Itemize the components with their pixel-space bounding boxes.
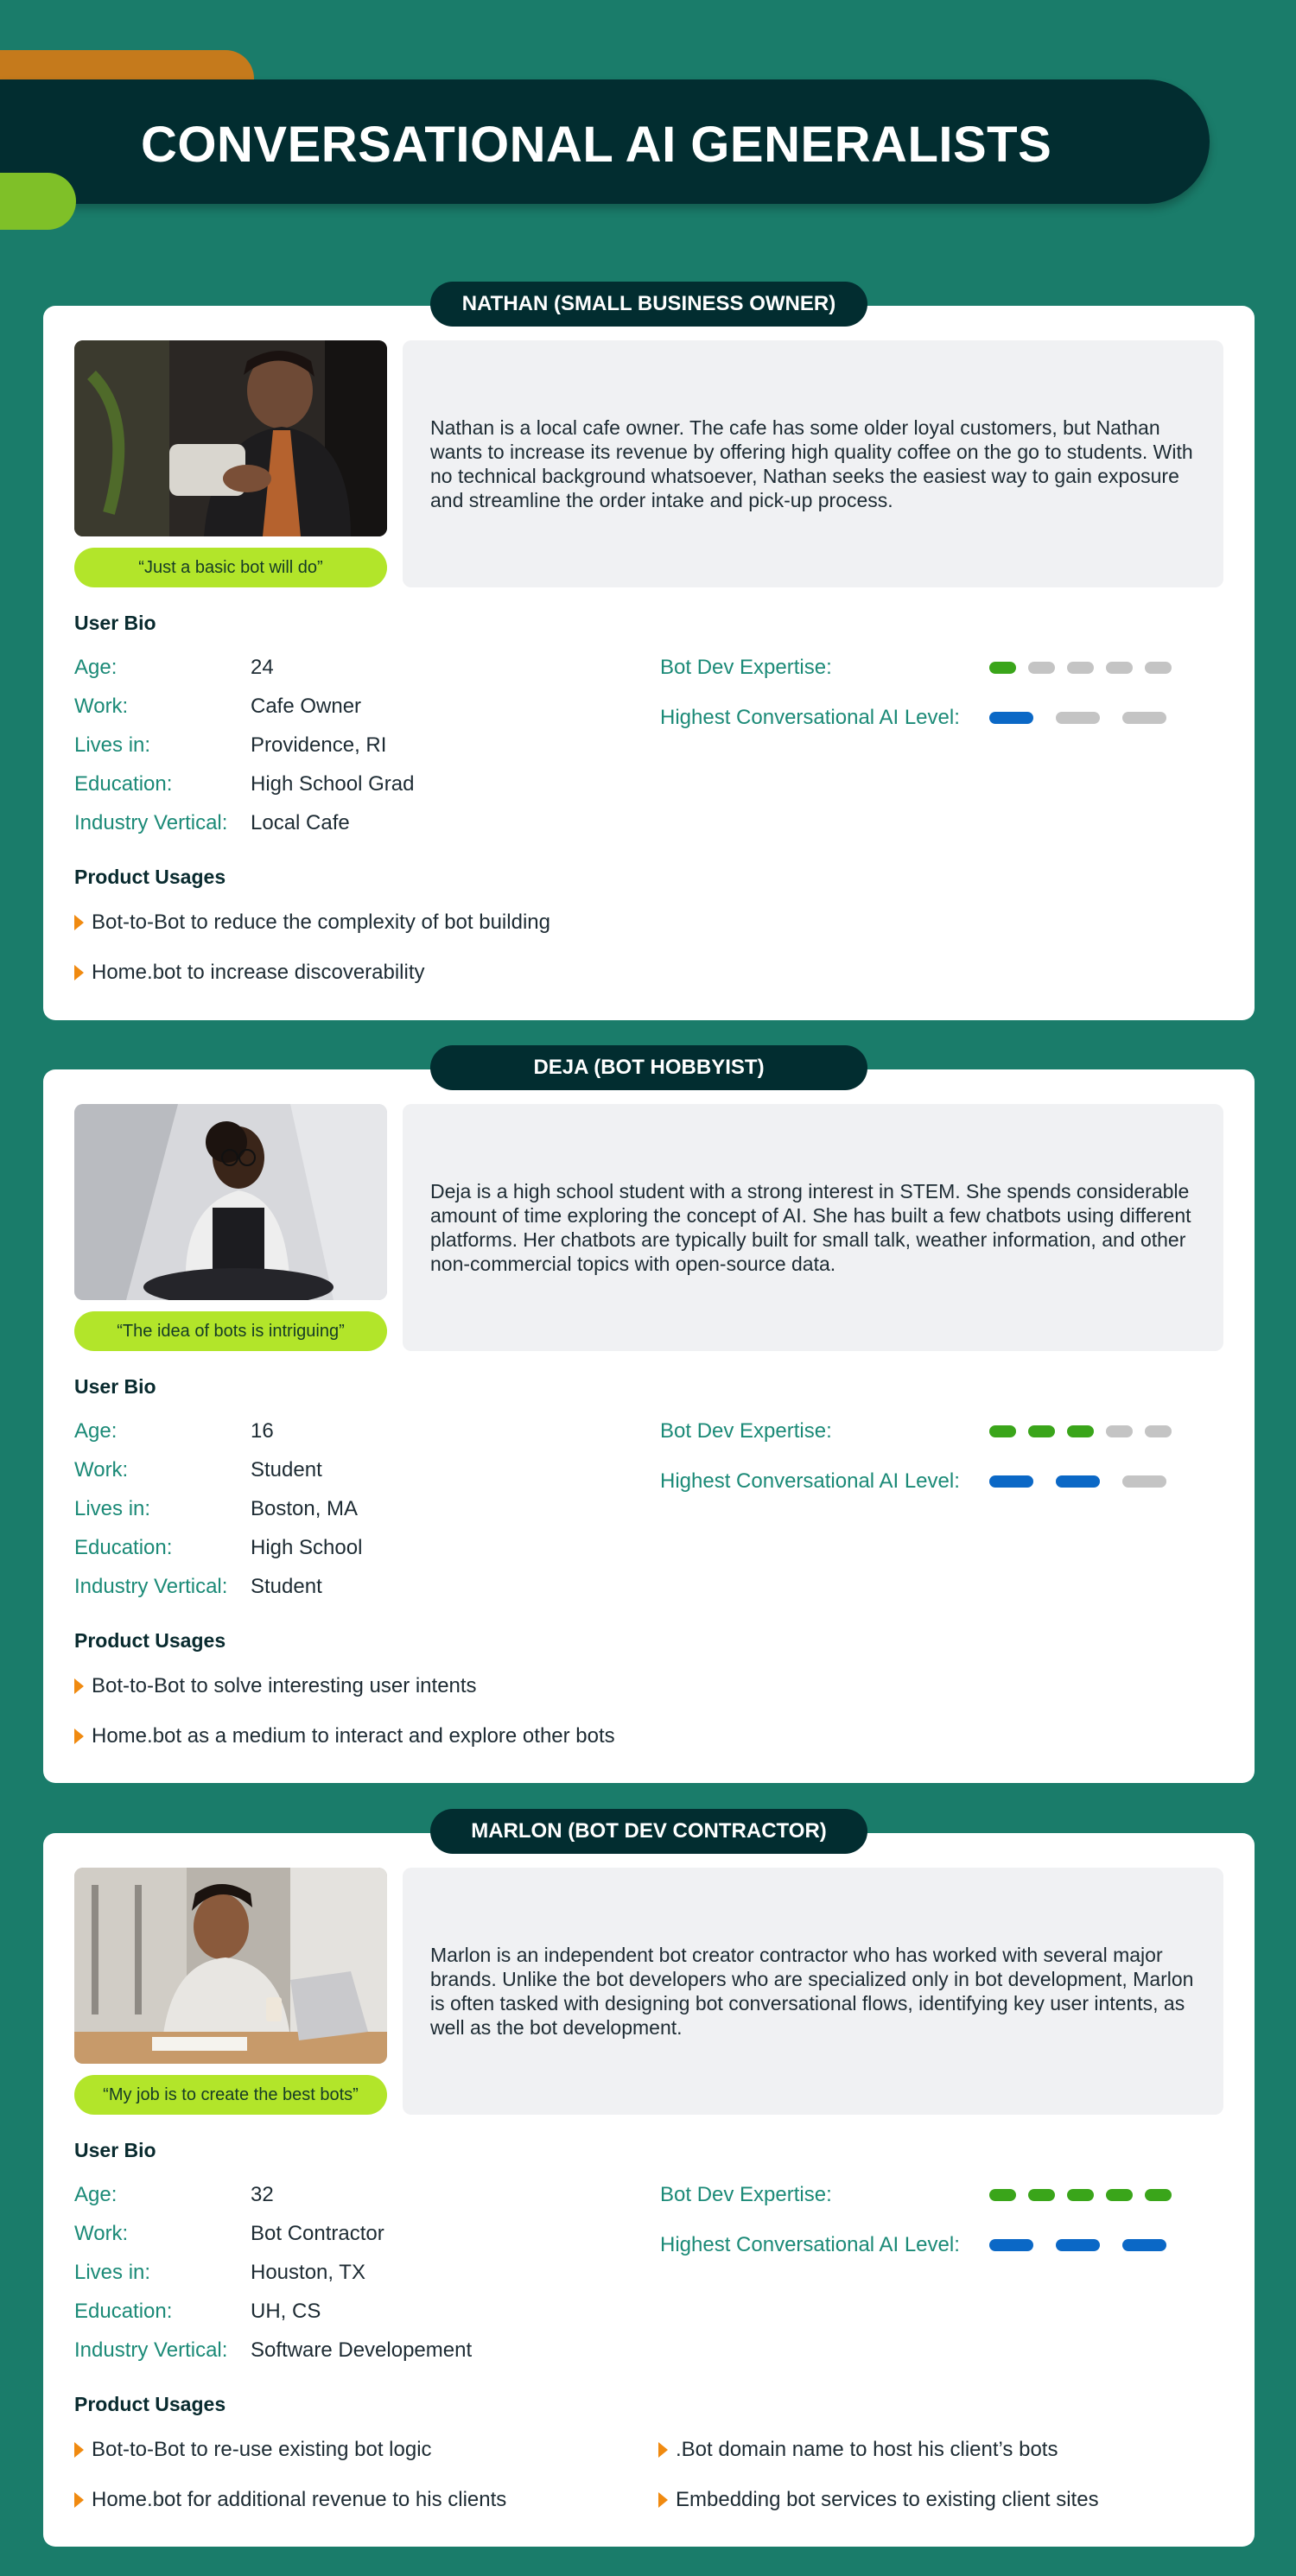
usage-text: .Bot domain name to host his client’s bots xyxy=(676,2438,1058,2461)
persona-title: NATHAN (SMALL BUSINESS OWNER) xyxy=(430,282,867,327)
bullet-arrow-icon xyxy=(74,2442,84,2458)
industry-label: Industry Vertical: xyxy=(74,2338,228,2362)
usage-item xyxy=(74,961,425,985)
persona-card-nathan xyxy=(43,292,1255,1020)
level-bar xyxy=(1056,1475,1100,1488)
work-label: Work: xyxy=(74,1458,129,1482)
industry-value: Local Cafe xyxy=(251,811,350,834)
expertise-dot xyxy=(1106,662,1133,674)
level-bar xyxy=(1056,2239,1100,2251)
bullet-arrow-icon xyxy=(74,965,84,980)
student-photo xyxy=(74,1104,387,1300)
persona-quote: “The idea of bots is intriguing” xyxy=(74,1311,387,1351)
persona-description-box xyxy=(403,1868,1223,2115)
work-label: Work: xyxy=(74,695,129,718)
user-bio-heading: User Bio xyxy=(74,1375,156,1398)
product-usages-heading: Product Usages xyxy=(74,1629,226,1652)
highest-level-meter xyxy=(989,1475,1166,1488)
persona-description-box xyxy=(403,340,1223,587)
lives-in-label: Lives in: xyxy=(74,2261,151,2284)
expertise-dot xyxy=(1145,1425,1172,1437)
usage-item xyxy=(74,1724,615,1748)
expertise-dot xyxy=(1145,662,1172,674)
bot-dev-expertise-meter xyxy=(989,1425,1172,1437)
education-label: Education: xyxy=(74,1536,173,1559)
expertise-dot xyxy=(989,2189,1016,2201)
age-value: 32 xyxy=(251,2183,274,2206)
cafe-owner-photo xyxy=(74,340,387,536)
usage-text: Bot-to-Bot to reduce the complexity of bot building xyxy=(92,910,550,934)
expertise-dot xyxy=(1067,2189,1094,2201)
usage-text: Bot-to-Bot to solve interesting user intents xyxy=(92,1674,477,1697)
bullet-arrow-icon xyxy=(74,1729,84,1744)
expertise-dot xyxy=(1067,662,1094,674)
usage-item xyxy=(74,2438,432,2462)
page-title: CONVERSATIONAL AI GENERALISTS xyxy=(141,117,1052,173)
usage-item xyxy=(74,1674,477,1698)
bullet-arrow-icon xyxy=(74,915,84,930)
work-value: Cafe Owner xyxy=(251,695,362,718)
highest-level-meter xyxy=(989,2239,1166,2251)
usage-text: Home.bot for additional revenue to his clients xyxy=(92,2488,507,2511)
contractor-photo xyxy=(74,1868,387,2064)
bullet-arrow-icon xyxy=(74,1678,84,1694)
work-value: Student xyxy=(251,1458,322,1482)
lives-in-value: Houston, TX xyxy=(251,2261,365,2284)
highest-level-meter xyxy=(989,712,1166,724)
bullet-arrow-icon xyxy=(74,2492,84,2508)
level-bar xyxy=(1122,2239,1166,2251)
usage-text: Embedding bot services to existing client sites xyxy=(676,2488,1099,2511)
level-bar xyxy=(1122,712,1166,724)
lives-in-value: Providence, RI xyxy=(251,733,387,757)
work-value: Bot Contractor xyxy=(251,2222,384,2245)
expertise-dot xyxy=(1106,1425,1133,1437)
industry-label: Industry Vertical: xyxy=(74,1575,228,1598)
usage-item xyxy=(74,910,550,935)
education-value: High School xyxy=(251,1536,363,1559)
age-value: 16 xyxy=(251,1419,274,1443)
product-usages-heading: Product Usages xyxy=(74,2393,226,2415)
user-bio-heading: User Bio xyxy=(74,612,156,634)
age-label: Age: xyxy=(74,656,118,679)
industry-value: Student xyxy=(251,1575,322,1598)
bot-dev-expertise-label: Bot Dev Expertise: xyxy=(660,2183,832,2206)
industry-label: Industry Vertical: xyxy=(74,811,228,834)
bullet-arrow-icon xyxy=(658,2492,668,2508)
persona-title: MARLON (BOT DEV CONTRACTOR) xyxy=(430,1809,867,1854)
age-label: Age: xyxy=(74,1419,118,1443)
persona-quote: “My job is to create the best bots” xyxy=(74,2075,387,2115)
expertise-dot xyxy=(989,662,1016,674)
lives-in-label: Lives in: xyxy=(74,1497,151,1520)
bullet-arrow-icon xyxy=(658,2442,668,2458)
expertise-dot xyxy=(1145,2189,1172,2201)
highest-level-label: Highest Conversational AI Level: xyxy=(660,1469,960,1493)
highest-level-label: Highest Conversational AI Level: xyxy=(660,706,960,729)
usage-text: Home.bot to increase discoverability xyxy=(92,961,425,984)
level-bar xyxy=(1056,712,1100,724)
highest-level-label: Highest Conversational AI Level: xyxy=(660,2233,960,2256)
level-bar xyxy=(989,1475,1033,1488)
bot-dev-expertise-label: Bot Dev Expertise: xyxy=(660,656,832,679)
education-value: UH, CS xyxy=(251,2300,321,2323)
usage-text: Home.bot as a medium to interact and explore other bots xyxy=(92,1724,615,1748)
persona-description-box xyxy=(403,1104,1223,1351)
user-bio-heading: User Bio xyxy=(74,2139,156,2161)
age-value: 24 xyxy=(251,656,274,679)
persona-description: Deja is a high school student with a strong interest in STEM. She spends considerable amount of time exploring the concept of AI. She has built a few chatbots using different platforms. Her chatbots are typically built for small talk, weather information, and other non-commercial topics with open-source data. xyxy=(430,1180,1191,1275)
product-usages-heading: Product Usages xyxy=(74,866,226,888)
bot-dev-expertise-meter xyxy=(989,662,1172,674)
industry-value: Software Developement xyxy=(251,2338,473,2362)
usage-item xyxy=(658,2488,1099,2512)
bot-dev-expertise-label: Bot Dev Expertise: xyxy=(660,1419,832,1443)
work-label: Work: xyxy=(74,2222,129,2245)
persona-description: Marlon is an independent bot creator contractor who has worked with several major brands. Unlike the bot developers who are specialized only in bot development, Marlon is often tasked with designing bot conversational flows, identifying key user intents, as well as the bot development. xyxy=(430,1944,1194,2039)
level-bar xyxy=(1122,1475,1166,1488)
education-label: Education: xyxy=(74,2300,173,2323)
level-bar xyxy=(989,712,1033,724)
persona-quote: “Just a basic bot will do” xyxy=(74,548,387,587)
age-label: Age: xyxy=(74,2183,118,2206)
lives-in-value: Boston, MA xyxy=(251,1497,359,1520)
level-bar xyxy=(989,2239,1033,2251)
expertise-dot xyxy=(989,1425,1016,1437)
usage-text: Bot-to-Bot to re-use existing bot logic xyxy=(92,2438,432,2461)
persona-title: DEJA (BOT HOBBYIST) xyxy=(430,1045,867,1090)
education-label: Education: xyxy=(74,772,173,796)
lives-in-label: Lives in: xyxy=(74,733,151,757)
expertise-dot xyxy=(1106,2189,1133,2201)
education-value: High School Grad xyxy=(251,772,415,796)
persona-card-marlon xyxy=(43,1819,1255,2547)
expertise-dot xyxy=(1028,2189,1055,2201)
expertise-dot xyxy=(1028,1425,1055,1437)
expertise-dot xyxy=(1067,1425,1094,1437)
expertise-dot xyxy=(1028,662,1055,674)
persona-description: Nathan is a local cafe owner. The cafe has some older loyal customers, but Nathan wants to increase its revenue by offering high quality coffee on the go to students. With no technical background whatsoever, Nathan seeks the easiest way to gain exposure and streamline the order intake and pick-up process. xyxy=(430,416,1193,511)
persona-card-deja xyxy=(43,1056,1255,1783)
bot-dev-expertise-meter xyxy=(989,2189,1172,2201)
usage-item xyxy=(74,2488,506,2512)
usage-item xyxy=(658,2438,1058,2462)
header-accent-green xyxy=(0,173,76,230)
